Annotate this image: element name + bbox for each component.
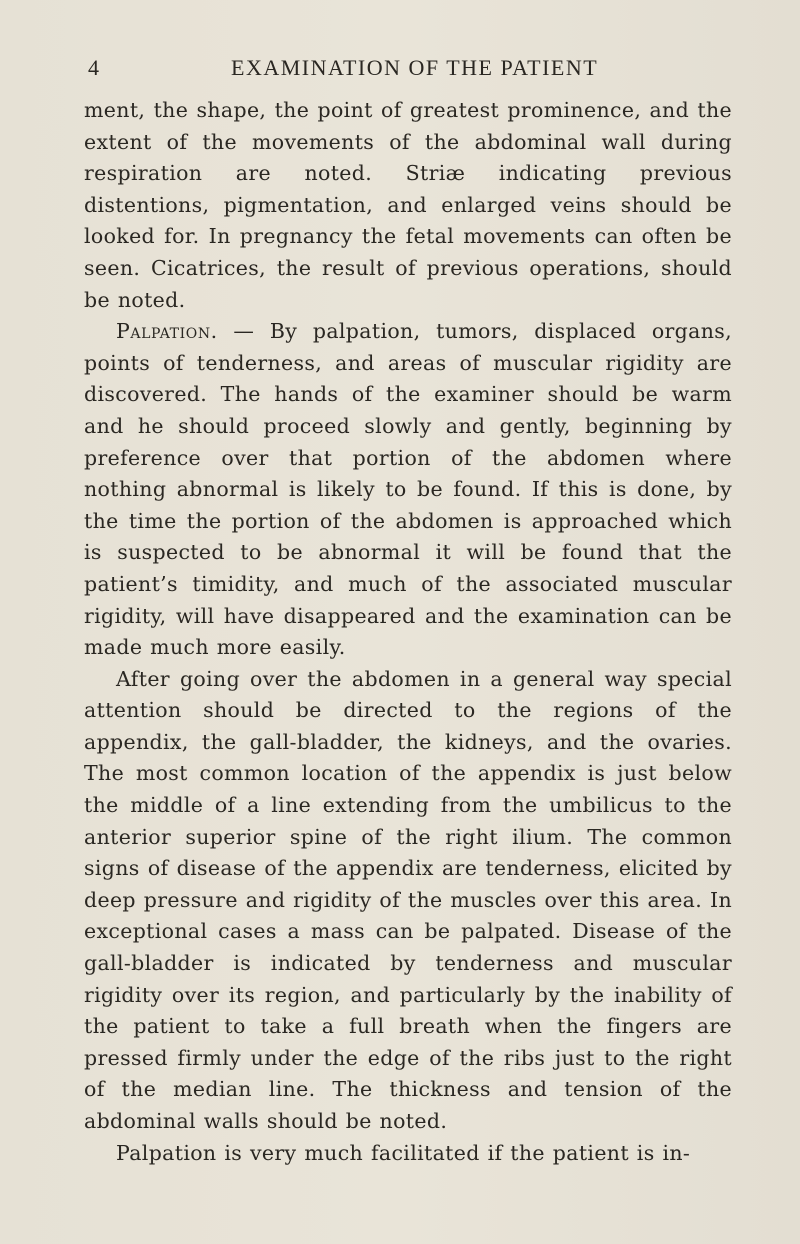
paragraph-text: After going over the abdomen in a general way special attention should be directed to the regions of the appendix, the gall-bladder, the kidneys, and the ovaries. The most common location of the appendix is just below the middle of a line extending from the umbilicus to the anterior superior spine of the right ilium. The common signs of disease of the appendix are tenderness, elicited by deep pressure and rigidity of the muscles over this area. In exceptional cases a mass can be palpated. Disease of the gall-bladder is indicated by tenderness and muscular rigidity over its region, and particularly by the inability of the patient to take a full breath when the fingers are pressed firmly under the edge of the ribs just to the right of the median line. The thickness and tension of the abdominal walls should be noted. [84,666,732,1133]
paragraph-text: ment, the shape, the point of greatest prominence, and the extent of the movements of the abdominal wall during respiration are noted. Striæ indicating previous distentions, pigmentation, and enlarged veins should be looked for. In pregnancy the fetal movements can often be seen. Cicatrices, the result of previous operations, should be noted. [84,98,732,312]
paragraph-text: — By palpation, tumors, displaced organs, points of tenderness, and areas of muscular rigidity are discovered. The hands of the examiner should be warm and he should proceed slowly and gently, beginning by preference over that portion of the abdomen where nothing abnormal is likely to be found. If this is done, by the time the portion of the abdomen is approached which is suspected to be abnormal it will be found that the patient’s timidity, and much of the associated muscular rigidity, will have disappeared and the examination can be made much more easily. [84,319,732,660]
paragraph-continuation [84,95,732,316]
body-text [84,95,732,1169]
paragraph-facilitation [84,1138,732,1170]
paragraph-special-regions [84,664,732,1138]
running-title: EXAMINATION OF THE PATIENT [231,55,599,80]
paragraph-palpation [84,316,732,664]
page-number: 4 [88,55,101,80]
running-head [88,55,728,85]
paragraph-text: Palpation is very much facilitated if the patient is in- [116,1140,691,1165]
section-heading-palpation: Palpation. [116,319,218,344]
